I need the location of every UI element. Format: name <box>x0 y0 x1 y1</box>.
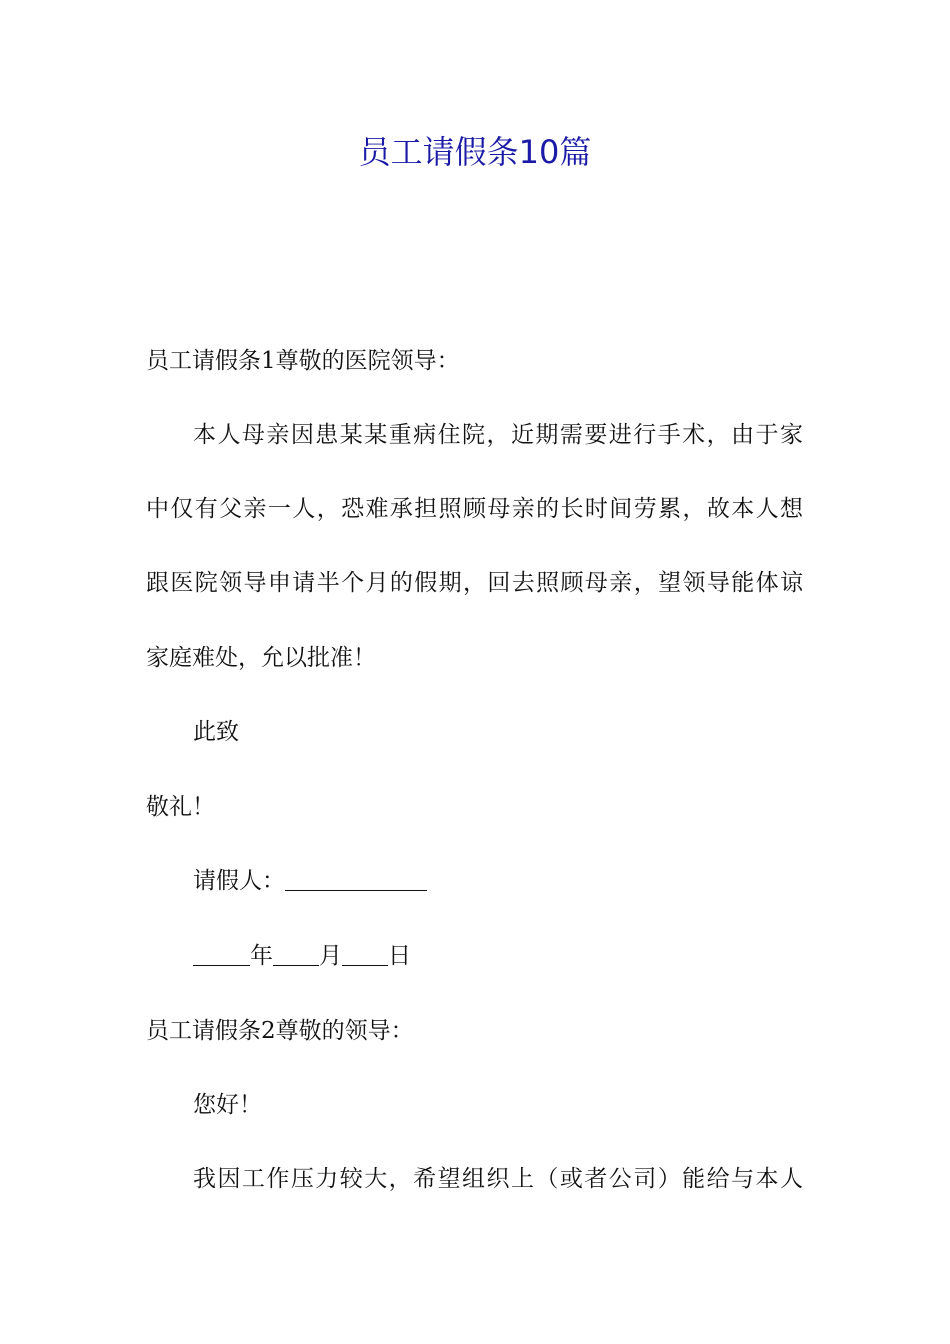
applicant-label: 请假人： <box>193 868 285 894</box>
letter1-date-line <box>193 939 411 973</box>
letter1-body-line-1: 本人母亲因患某某重病住院，近期需要进行手术，由于家 <box>193 422 803 448</box>
letter2-body-line-1: 我因工作压力较大，希望组织上（或者公司）能给与本人 <box>193 1166 803 1192</box>
letter1-body-line-4: 家庭难处，允以批准！ <box>146 645 376 671</box>
letter1-closing-1: 此致 <box>193 719 239 745</box>
applicant-signature-blank <box>285 868 427 891</box>
date-day-label: 日 <box>388 943 411 969</box>
letter1-body-line-2: 中仅有父亲一人，恐难承担照顾母亲的长时间劳累，故本人想 <box>146 496 803 522</box>
letter1-body-line-3: 跟医院领导申请半个月的假期，回去照顾母亲，望领导能体谅 <box>146 570 803 596</box>
letter1-closing-2: 敬礼！ <box>146 794 215 820</box>
document-title: 员工请假条10篇 <box>358 133 592 171</box>
letter2-greeting: 员工请假条2尊敬的领导： <box>146 1018 414 1044</box>
year-blank <box>193 943 250 966</box>
letter1-greeting: 员工请假条1尊敬的医院领导： <box>146 348 460 374</box>
letter2-salutation: 您好！ <box>193 1092 262 1118</box>
date-month-label: 月 <box>319 943 342 969</box>
month-blank <box>273 943 319 966</box>
day-blank <box>342 943 388 966</box>
date-year-label: 年 <box>250 943 273 969</box>
letter1-applicant-line <box>193 864 427 898</box>
